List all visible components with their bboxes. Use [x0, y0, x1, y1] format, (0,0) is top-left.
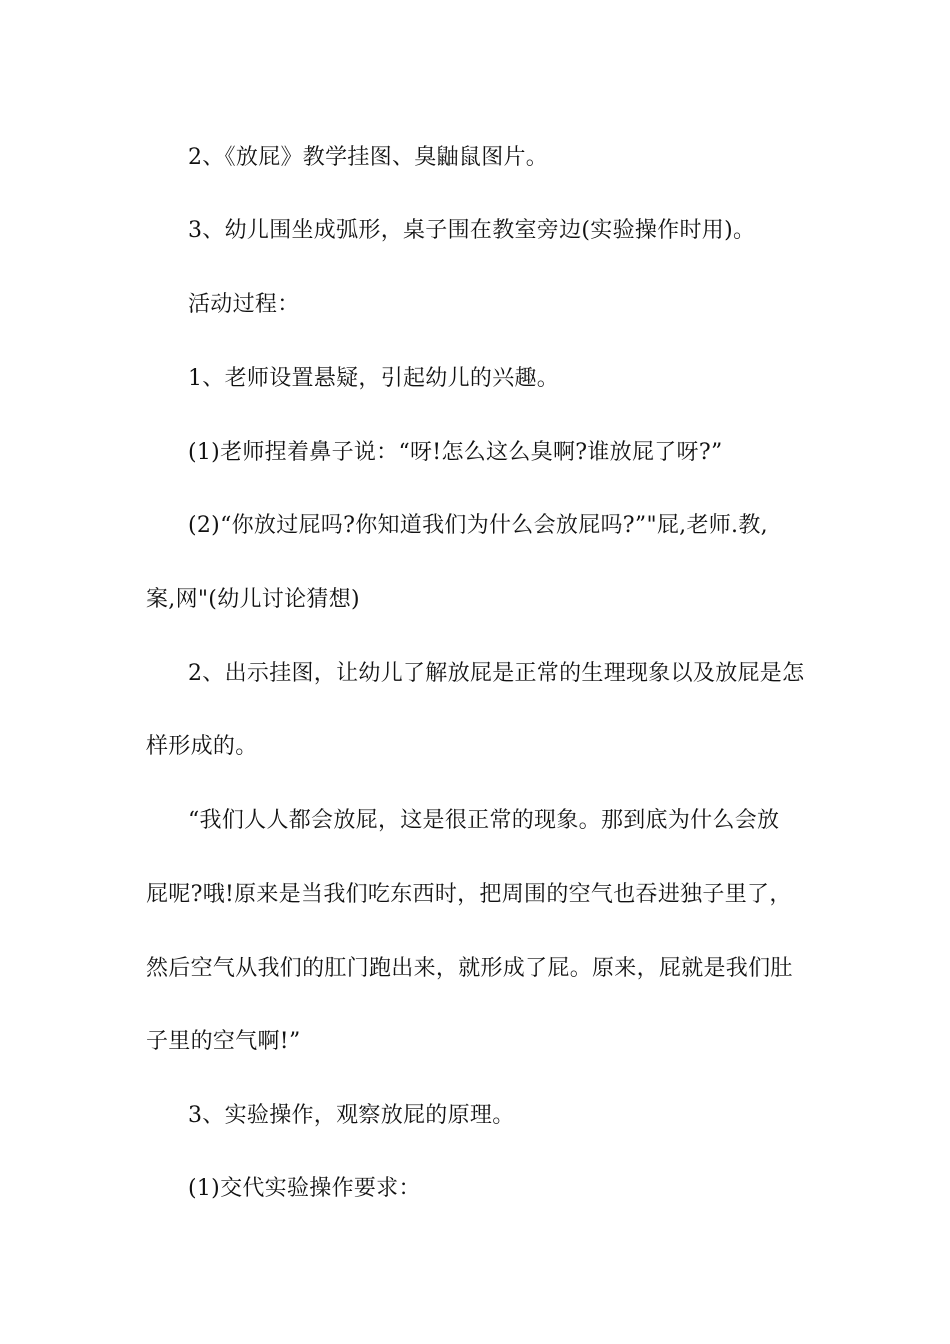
paragraph-quote-line3: 然后空气从我们的肛门跑出来，就形成了屁。原来，屁就是我们肚	[146, 956, 793, 981]
paragraph-step-1: 1、老师设置悬疑，引起幼儿的兴趣。	[188, 366, 560, 391]
paragraph-quote-line4: 子里的空气啊!”	[146, 1029, 301, 1054]
paragraph-materials-3: 3、幼儿围坐成弧形，桌子围在教室旁边(实验操作时用)。	[188, 218, 756, 243]
paragraph-quote-line2: 屁呢?哦!原来是当我们吃东西时，把周围的空气也吞进独子里了，	[146, 882, 792, 907]
paragraph-quote-line1: “我们人人都会放屁，这是很正常的现象。那到底为什么会放	[188, 808, 780, 833]
paragraph-materials-2: 2、《放屁》教学挂图、臭鼬鼠图片。	[188, 145, 549, 170]
paragraph-step-3-1: (1)交代实验操作要求：	[188, 1176, 421, 1201]
paragraph-step-1-2-line1: (2)“你放过屁吗?你知道我们为什么会放屁吗?”"屁,老师.教,	[188, 513, 768, 538]
paragraph-step-1-2-line2: 案,网"(幼儿讨论猜想)	[146, 587, 360, 612]
section-heading-activity-process: 活动过程：	[188, 292, 300, 317]
paragraph-step-3: 3、实验操作，观察放屁的原理。	[188, 1103, 515, 1128]
paragraph-step-1-1: (1)老师捏着鼻子说：“呀!怎么这么臭啊?谁放屁了呀?”	[188, 440, 723, 465]
paragraph-step-2-line2: 样形成的。	[146, 734, 258, 759]
paragraph-step-2-line1: 2、出示挂图，让幼儿了解放屁是正常的生理现象以及放屁是怎	[188, 661, 805, 686]
